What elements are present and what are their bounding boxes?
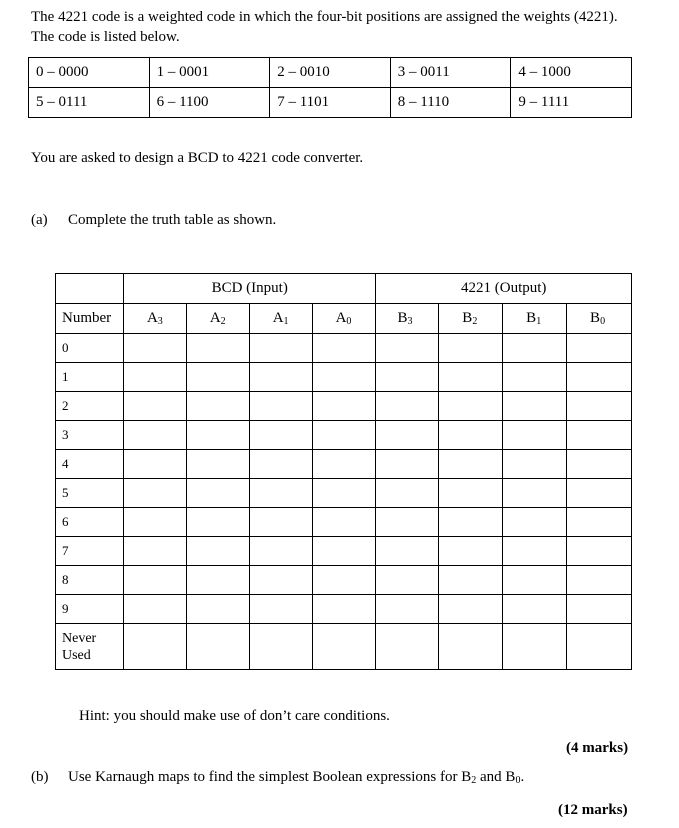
- code-cell: 3 – 0011: [390, 58, 511, 88]
- answer-cell[interactable]: [186, 392, 249, 421]
- answer-cell[interactable]: [503, 479, 567, 508]
- code-list-table: [28, 57, 632, 118]
- bit-subscript: 3: [157, 316, 163, 327]
- bit-column-header: [503, 304, 567, 334]
- task-statement: You are asked to design a BCD to 4221 code converter.: [31, 150, 364, 166]
- row-number: 5: [56, 479, 124, 508]
- answer-cell[interactable]: [376, 392, 439, 421]
- answer-cell[interactable]: [249, 566, 312, 595]
- bit-column-header: [376, 304, 439, 334]
- answer-cell[interactable]: [503, 508, 567, 537]
- answer-cell[interactable]: [312, 334, 376, 363]
- part-b-text: Use Karnaugh maps to find the simplest Boolean expressions for B: [68, 769, 472, 785]
- answer-cell[interactable]: [439, 595, 503, 624]
- answer-cell[interactable]: [249, 392, 312, 421]
- answer-cell[interactable]: [439, 508, 503, 537]
- truth-table-row: [56, 334, 632, 363]
- code-cell: 1 – 0001: [149, 58, 270, 88]
- number-header-top: [56, 274, 124, 304]
- answer-cell[interactable]: [567, 508, 632, 537]
- bit-letter: B: [526, 310, 537, 326]
- answer-cell[interactable]: [567, 595, 632, 624]
- bit-column-header: [186, 304, 249, 334]
- answer-cell[interactable]: [503, 392, 567, 421]
- truth-table-row: [56, 479, 632, 508]
- answer-cell[interactable]: [249, 595, 312, 624]
- answer-cell[interactable]: [186, 624, 249, 670]
- row-number: 8: [56, 566, 124, 595]
- bit-subscript: 2: [220, 316, 226, 327]
- row-number: 7: [56, 537, 124, 566]
- truth-table-row: [56, 508, 632, 537]
- answer-cell[interactable]: [567, 334, 632, 363]
- answer-cell[interactable]: [249, 421, 312, 450]
- bit-subscript: 0: [346, 316, 352, 327]
- answer-cell[interactable]: [312, 479, 376, 508]
- part-b-sub2: 0: [515, 775, 521, 786]
- answer-cell[interactable]: [503, 537, 567, 566]
- intro-paragraph: The 4221 code is a weighted code in which the four-bit positions are assigned the weights (4221). The code is listed below.: [31, 9, 618, 45]
- part-a-text: Complete the truth table as shown.: [68, 212, 277, 228]
- truth-table-row: [56, 450, 632, 479]
- answer-cell[interactable]: [312, 595, 376, 624]
- answer-cell[interactable]: [567, 624, 632, 670]
- answer-cell[interactable]: [376, 508, 439, 537]
- answer-cell[interactable]: [376, 450, 439, 479]
- bit-column-header: [249, 304, 312, 334]
- answer-cell[interactable]: [503, 450, 567, 479]
- answer-cell[interactable]: [312, 450, 376, 479]
- answer-cell[interactable]: [439, 566, 503, 595]
- bit-subscript: 1: [283, 316, 289, 327]
- answer-cell[interactable]: [439, 624, 503, 670]
- answer-cell[interactable]: [312, 508, 376, 537]
- code-cell: 7 – 1101: [270, 88, 391, 118]
- bit-subscript: 3: [407, 316, 413, 327]
- row-number: 0: [56, 334, 124, 363]
- answer-cell[interactable]: [123, 334, 186, 363]
- answer-cell[interactable]: [376, 479, 439, 508]
- truth-table-row: [56, 595, 632, 624]
- part-b-text-post: .: [520, 769, 525, 785]
- code-row: [29, 58, 632, 88]
- answer-cell[interactable]: [312, 566, 376, 595]
- answer-cell[interactable]: [186, 508, 249, 537]
- bcd-input-header: BCD (Input): [123, 274, 376, 304]
- part-a-label: (a): [31, 212, 48, 228]
- answer-cell[interactable]: [123, 566, 186, 595]
- answer-cell[interactable]: [249, 363, 312, 392]
- row-number: 6: [56, 508, 124, 537]
- answer-cell[interactable]: [376, 624, 439, 670]
- hint-text: Hint: you should make use of don’t care conditions.: [79, 708, 390, 724]
- answer-cell[interactable]: [503, 624, 567, 670]
- answer-cell[interactable]: [186, 537, 249, 566]
- answer-cell[interactable]: [123, 363, 186, 392]
- answer-cell[interactable]: [312, 363, 376, 392]
- answer-cell[interactable]: [503, 566, 567, 595]
- answer-cell[interactable]: [186, 363, 249, 392]
- answer-cell[interactable]: [376, 595, 439, 624]
- answer-cell[interactable]: [567, 450, 632, 479]
- row-number: 2: [56, 392, 124, 421]
- answer-cell[interactable]: [503, 363, 567, 392]
- row-number: 9: [56, 595, 124, 624]
- answer-cell[interactable]: [312, 537, 376, 566]
- answer-cell[interactable]: [249, 624, 312, 670]
- answer-cell[interactable]: [123, 537, 186, 566]
- answer-cell[interactable]: [186, 334, 249, 363]
- bit-subscript: 0: [600, 316, 606, 327]
- bit-column-header: [123, 304, 186, 334]
- truth-table: [55, 273, 632, 670]
- code-cell: 8 – 1110: [390, 88, 511, 118]
- never-used-label: Never Used: [56, 624, 124, 670]
- answer-cell[interactable]: [503, 595, 567, 624]
- answer-cell[interactable]: [567, 566, 632, 595]
- row-number: 1: [56, 363, 124, 392]
- row-number: 3: [56, 421, 124, 450]
- answer-cell[interactable]: [312, 392, 376, 421]
- bit-column-header: [439, 304, 503, 334]
- answer-cell[interactable]: [123, 595, 186, 624]
- bit-letter: A: [209, 310, 221, 326]
- answer-cell[interactable]: [186, 450, 249, 479]
- truth-table-row: [56, 566, 632, 595]
- answer-cell[interactable]: [567, 421, 632, 450]
- answer-cell[interactable]: [123, 624, 186, 670]
- answer-cell[interactable]: [567, 392, 632, 421]
- answer-cell[interactable]: [186, 595, 249, 624]
- bit-column-header: [312, 304, 376, 334]
- answer-cell[interactable]: [376, 537, 439, 566]
- answer-cell[interactable]: [376, 566, 439, 595]
- marks-part-a: (4 marks): [566, 740, 629, 756]
- answer-cell[interactable]: [439, 421, 503, 450]
- truth-table-row-never-used: [56, 624, 632, 670]
- output-4221-header: 4221 (Output): [376, 274, 632, 304]
- answer-cell[interactable]: [123, 450, 186, 479]
- bit-letter: B: [462, 310, 473, 326]
- answer-cell[interactable]: [439, 392, 503, 421]
- bit-letter: B: [590, 310, 601, 326]
- code-cell: 2 – 0010: [270, 58, 391, 88]
- marks-part-b: (12 marks): [558, 802, 628, 818]
- bit-letter: A: [146, 310, 158, 326]
- answer-cell[interactable]: [439, 363, 503, 392]
- answer-cell[interactable]: [312, 421, 376, 450]
- code-row: [29, 88, 632, 118]
- truth-table-row: [56, 537, 632, 566]
- answer-cell[interactable]: [376, 421, 439, 450]
- code-cell: 9 – 1111: [511, 88, 632, 118]
- answer-cell[interactable]: [376, 363, 439, 392]
- code-cell: 5 – 0111: [29, 88, 150, 118]
- truth-table-row: [56, 363, 632, 392]
- bit-letter: A: [335, 310, 347, 326]
- answer-cell[interactable]: [503, 421, 567, 450]
- part-b-label: (b): [31, 769, 49, 785]
- answer-cell[interactable]: [439, 450, 503, 479]
- answer-cell[interactable]: [439, 479, 503, 508]
- answer-cell[interactable]: [312, 624, 376, 670]
- answer-cell[interactable]: [567, 537, 632, 566]
- answer-cell[interactable]: [123, 392, 186, 421]
- bit-subscript: 1: [536, 316, 542, 327]
- answer-cell[interactable]: [249, 508, 312, 537]
- part-b-text-mid: and B: [476, 769, 516, 785]
- bit-letter: A: [272, 310, 284, 326]
- truth-table-row: [56, 392, 632, 421]
- answer-cell[interactable]: [567, 363, 632, 392]
- answer-cell[interactable]: [249, 450, 312, 479]
- answer-cell[interactable]: [567, 479, 632, 508]
- answer-cell[interactable]: [123, 421, 186, 450]
- answer-cell[interactable]: [439, 334, 503, 363]
- code-cell: 4 – 1000: [511, 58, 632, 88]
- part-b-sub1: 2: [471, 775, 477, 786]
- answer-cell[interactable]: [186, 421, 249, 450]
- code-cell: 6 – 1100: [149, 88, 270, 118]
- answer-cell[interactable]: [186, 479, 249, 508]
- row-number: 4: [56, 450, 124, 479]
- answer-cell[interactable]: [249, 537, 312, 566]
- answer-cell[interactable]: [249, 479, 312, 508]
- bit-letter: B: [397, 310, 408, 326]
- truth-table-row: [56, 421, 632, 450]
- answer-cell[interactable]: [439, 537, 503, 566]
- part-b-question: [31, 769, 524, 786]
- bit-column-header: [567, 304, 632, 334]
- code-cell: 0 – 0000: [29, 58, 150, 88]
- answer-cell[interactable]: [503, 334, 567, 363]
- bit-subscript: 2: [472, 316, 478, 327]
- answer-cell[interactable]: [376, 334, 439, 363]
- answer-cell[interactable]: [249, 334, 312, 363]
- answer-cell[interactable]: [186, 566, 249, 595]
- answer-cell[interactable]: [123, 508, 186, 537]
- number-column-header: Number: [56, 304, 124, 334]
- part-a-question: [31, 212, 276, 229]
- answer-cell[interactable]: [123, 479, 186, 508]
